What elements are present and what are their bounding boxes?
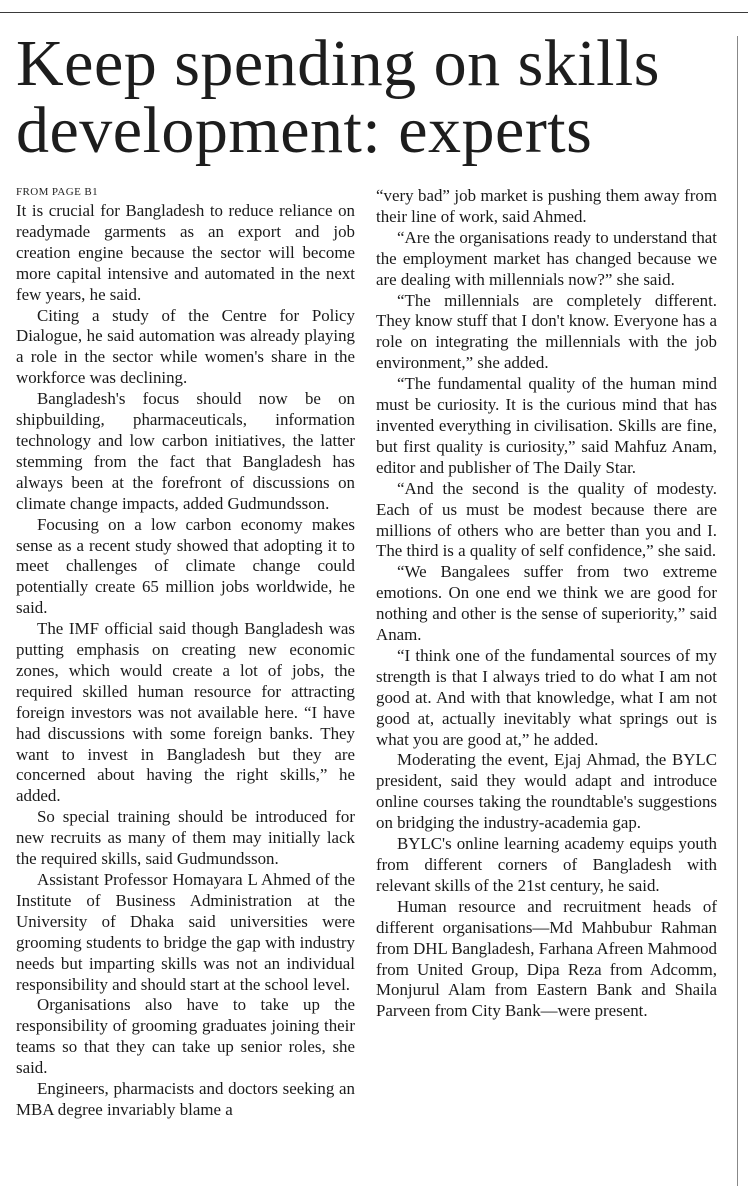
right-column: [376, 186, 717, 1022]
paragraph: Human resource and recruitment heads of different organisations—Md Mahbubur Rahman from DHL Bangladesh, Farhana Afreen Mahmood from United Group, Dipa Reza from Adcomm, Monjurul Alam from Eastern Bank and Shaila Parveen from City Bank—were present.: [376, 896, 717, 1021]
paragraph: Engineers, pharmacists and doctors seeking an MBA degree invariably blame a: [16, 1079, 355, 1119]
paragraph: “The millennials are completely different. They know stuff that I don't know. Everyone has a role on integrating the millennials with the job environment,” she added.: [376, 290, 717, 373]
paragraph: “very bad” job market is pushing them away from their line of work, said Ahmed.: [376, 186, 717, 226]
left-column: [16, 186, 355, 1121]
paragraph: Moderating the event, Ejaj Ahmad, the BYLC president, said they would adapt and introduce online courses taking the roundtable's suggestions on bridging the industry-academia gap.: [376, 750, 717, 833]
paragraph: The IMF official said though Bangladesh was putting emphasis on creating new economic zones, which would create a lot of jobs, the required skilled human resource for attracting foreign investors was not available here. “I have had discussions with some foreign banks. They want to invest in Bangladesh but they are concerned about having the right skills,” he added.: [16, 619, 355, 806]
paragraph: “We Bangalees suffer from two extreme emotions. On one end we think we are good for nothing and other is the sense of superiority,” said Anam.: [376, 562, 717, 645]
paragraph: Bangladesh's focus should now be on shipbuilding, pharmaceuticals, information technology and low carbon initiatives, the latter stemming from the fact that Bangladesh has always been at the forefront of discussions on climate change impacts, added Gudmundsson.: [16, 389, 355, 513]
column-rule: [737, 36, 738, 1186]
paragraph: BYLC's online learning academy equips youth from different corners of Bangladesh with relevant skills of the 21st century, he said.: [376, 834, 717, 895]
paragraph: “The fundamental quality of the human mind must be curiosity. It is the curious mind that has invented everything in civilisation. Skills are fine, but first quality is curiosity,” said Mahfuz Anam, editor and publisher of The Daily Star.: [376, 374, 717, 477]
paragraph: “I think one of the fundamental sources of my strength is that I always tried to do what I am not good at. And with that knowledge, what I am not good at, actually inevitably what springs out is what you are good at,” he added.: [376, 645, 717, 749]
paragraph: So special training should be introduced for new recruits as many of them may initially lack the required skills, said Gudmundsson.: [16, 807, 355, 869]
paragraph: It is crucial for Bangladesh to reduce reliance on readymade garments as an export and job creation engine because the sector will become more capital intensive and automated in the next few years, he said.: [16, 201, 355, 304]
paragraph: Focusing on a low carbon economy makes sense as a recent study showed that adopting it to meet challenges of climate change could potentially create 65 million jobs worldwide, he said.: [16, 514, 355, 618]
paragraph: “And the second is the quality of modesty. Each of us must be modest because there are millions of others who are better than you and I. The third is a quality of self confidence,” she said.: [376, 478, 717, 561]
top-rule: [0, 12, 748, 13]
paragraph: “Are the organisations ready to understand that the employment market has changed because we are dealing with millennials now?” she said.: [376, 227, 717, 289]
paragraph: Organisations also have to take up the responsibility of grooming graduates joining their teams so that they can take up senior roles, she said.: [16, 995, 355, 1078]
headline: Keep spending on skills development: experts: [16, 27, 660, 167]
jump-line: FROM PAGE B1: [16, 186, 99, 198]
paragraph: Citing a study of the Centre for Policy Dialogue, he said automation was already playing a role in the sector while women's share in the workforce was declining.: [16, 305, 355, 388]
paragraph: Assistant Professor Homayara L Ahmed of the Institute of Business Administration at the University of Dhaka said universities were grooming students to bridge the gap with industry needs but imparting skills was not an individual responsibility and should start at the school level.: [16, 870, 355, 994]
